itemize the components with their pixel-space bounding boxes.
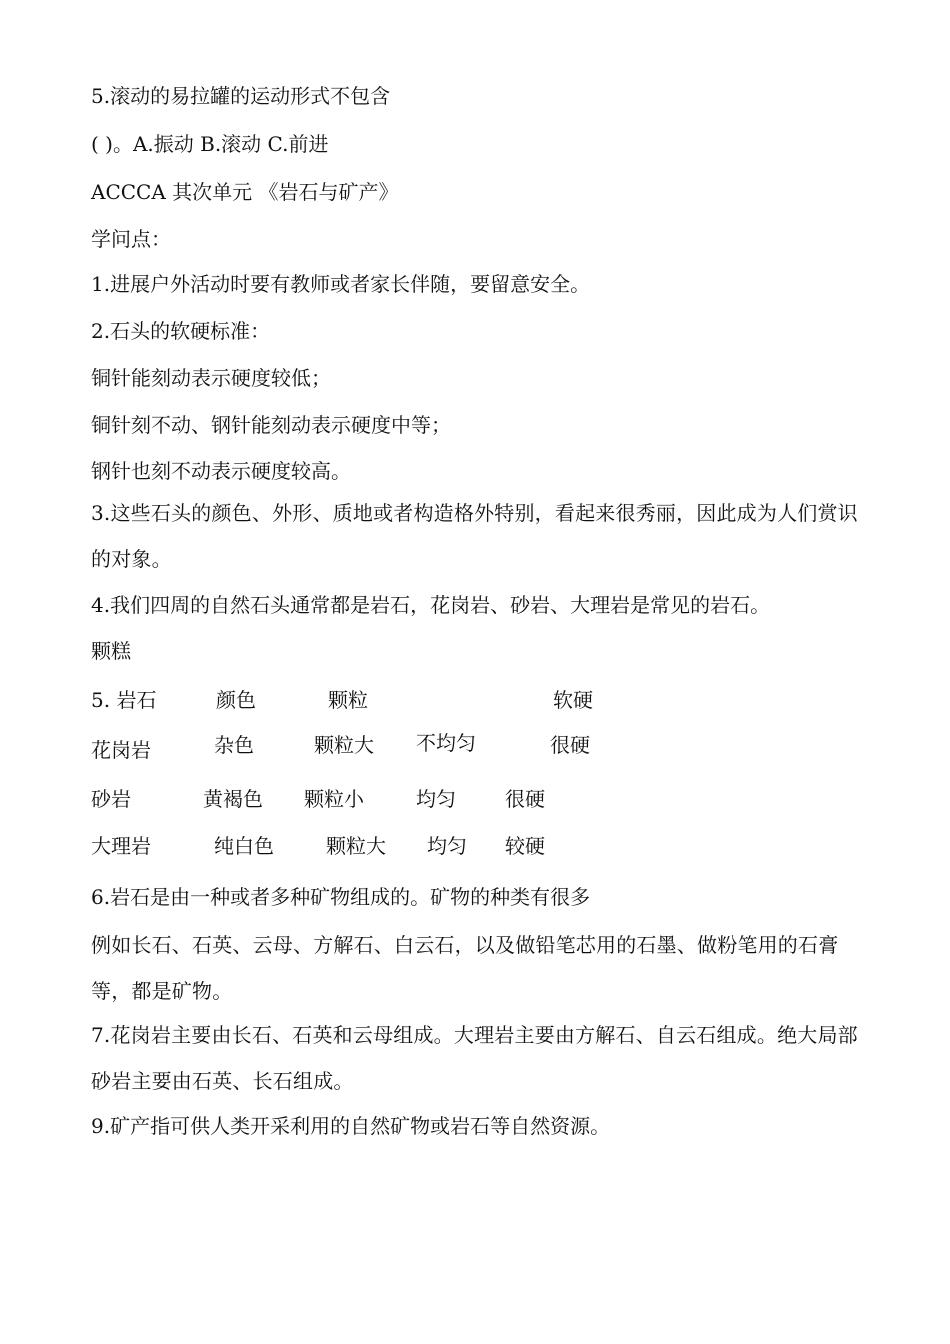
table-row-sandstone-color: 黄褐色	[203, 787, 263, 811]
table-row-granite-color: 杂色	[214, 733, 254, 757]
hardness-medium: 铜针刻不动、钢针能刻动表示硬度中等；	[91, 413, 451, 437]
point-4: 4.我们四周的自然石头通常都是岩石，花岗岩、砂岩、大理岩是常见的岩石。	[91, 593, 771, 617]
table-row-marble-name: 大理岩	[91, 834, 151, 858]
table-row-granite-uniformity: 不均匀	[416, 731, 476, 755]
hardness-low: 铜针能刻动表示硬度较低；	[91, 366, 331, 390]
table-row-sandstone-uniformity: 均匀	[416, 787, 456, 811]
stray-text: 颗糕	[91, 639, 131, 663]
point-6: 6.岩石是由一种或者多种矿物组成的。矿物的种类有很多	[91, 885, 591, 909]
table-row-granite-grain: 颗粒大	[314, 733, 374, 757]
point-7: 7.花岗岩主要由长石、石英和云母组成。大理岩主要由方解石、自云石组成。绝大局部砂岩主要由石英、长石组成。	[91, 1023, 858, 1093]
table-row-sandstone-name: 砂岩	[91, 787, 131, 811]
hardness-high: 钢针也刻不动表示硬度较高。	[91, 459, 351, 483]
table-row-sandstone-hardness: 很硬	[505, 787, 545, 811]
table-row-granite-hardness: 很硬	[550, 733, 590, 757]
point-6-examples: 例如长石、石英、云母、方解石、白云石，以及做铅笔芯用的石墨、做粉笔用的石膏等，都是矿物。	[91, 933, 839, 1003]
point-9: 9.矿产指可供人类开采利用的自然矿物或岩石等自然资源。	[91, 1114, 611, 1138]
point-3: 3.这些石头的颜色、外形、质地或者构造格外特别，看起来很秀丽，因此成为人们赏识的对象。	[91, 501, 858, 571]
point-2: 2.石头的软硬标准：	[91, 319, 271, 343]
question-5-text: 5.滚动的易拉罐的运动形式不包含	[91, 84, 391, 108]
table-header-hardness: 软硬	[553, 688, 593, 712]
table-row-sandstone-grain: 颗粒小	[304, 787, 364, 811]
table-header-rock: 5. 岩石	[91, 688, 157, 712]
table-row-marble-uniformity: 均匀	[427, 834, 467, 858]
point-1: 1.进展户外活动时要有教师或者家长伴随，要留意安全。	[91, 272, 591, 296]
table-row-granite-name: 花岗岩	[91, 738, 151, 762]
table-header-grain: 颗粒	[328, 688, 368, 712]
table-row-marble-hardness: 较硬	[505, 834, 545, 858]
table-row-marble-grain: 颗粒大	[326, 834, 386, 858]
unit-title: ACCCA 其次单元 《岩石与矿产》	[91, 180, 399, 204]
table-row-marble-color: 纯白色	[214, 834, 274, 858]
question-5-options: ( )。A.振动 B.滚动 C.前进	[91, 132, 329, 156]
knowledge-heading: 学问点：	[91, 227, 171, 251]
table-header-color: 颜色	[216, 688, 256, 712]
